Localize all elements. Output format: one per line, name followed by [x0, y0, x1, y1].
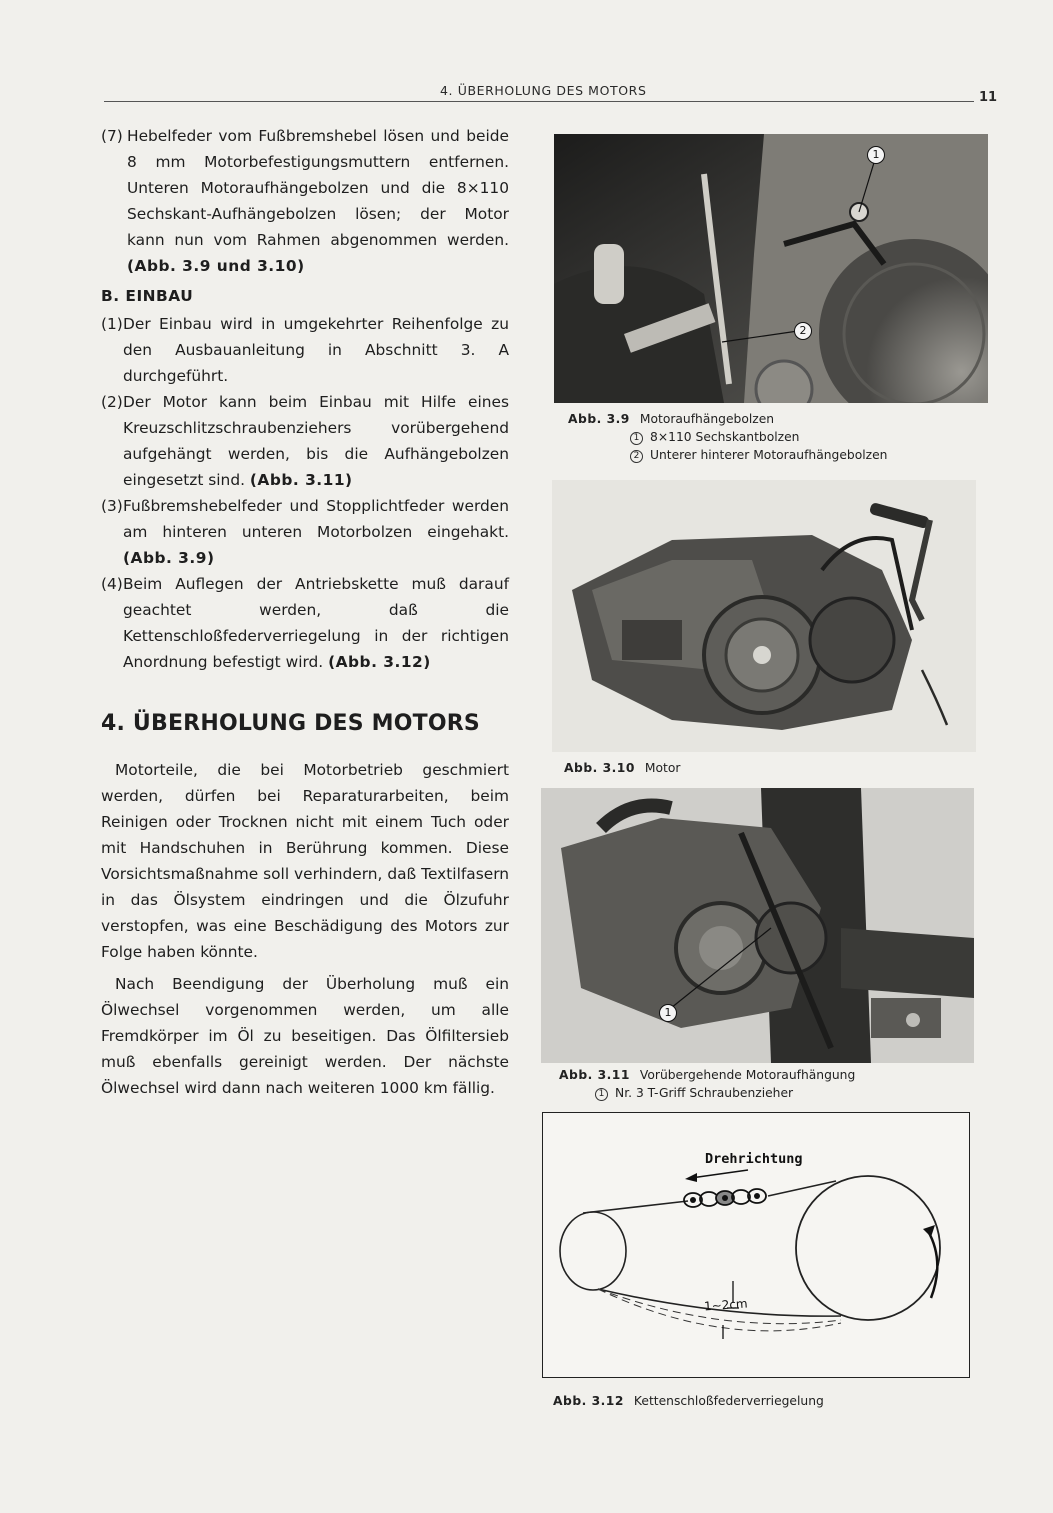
direction-arrow-icon: [691, 1170, 748, 1178]
figure-3-11-photo: [541, 788, 974, 1063]
caption-item-text: 8×110 Sechskantbolzen: [650, 430, 800, 444]
item-number: 1: [595, 1088, 608, 1101]
temporary-suspension-photo-illustration: [541, 788, 974, 1063]
install-step-4: [101, 571, 509, 675]
step-text: Der Einbau wird in umgekehrter Reihenfolge zu den Ausbauanleitung in Abschnitt 3. A durchgeführt.: [123, 315, 509, 385]
step-text: Der Motor kann beim Einbau mit Hilfe eines Kreuzschlitzschraubenziehers vorübergehend aufgehängt werden, bis die Aufhängebolzen eingesetzt sind.: [123, 393, 509, 489]
figure-3-9-caption: [568, 410, 988, 464]
caption-item: [568, 428, 988, 446]
step-number: (1): [101, 315, 123, 333]
small-sprocket: [560, 1212, 626, 1290]
install-step-2: [101, 389, 509, 493]
figure-reference: (Abb. 3.9): [123, 549, 215, 567]
engine-photo-illustration: [552, 480, 976, 752]
figure-label: Abb. 3.11: [559, 1068, 630, 1082]
figure-3-12-diagram: [542, 1112, 970, 1378]
figure-3-11-caption: [559, 1066, 979, 1102]
figure-reference: (Abb. 3.11): [249, 471, 353, 489]
figure-3-10-caption: [564, 759, 964, 777]
chain-link-icon: [684, 1189, 766, 1207]
figure-reference: (Abb. 3.12): [328, 653, 431, 671]
step-text: Beim Auflegen der Antriebskette muß darauf geachtet werden, daß die Kettenschloßfederverriegelung in der richtigen Anordnung befestigt wird.: [123, 575, 509, 671]
running-header: 4. ÜBERHOLUNG DES MOTORS: [440, 83, 647, 98]
figure-label: Abb. 3.9: [568, 412, 630, 426]
callout-2: 2: [794, 322, 812, 340]
header-rule: [104, 101, 974, 102]
step-text: Hebelfeder vom Fußbremshebel lösen und beide 8 mm Motorbefestigungsmuttern entfernen. Unteren Motoraufhängebolzen und die 8×110 Sechskant-Aufhängebolzen lösen; der Motor kann nun vom Rahmen abgenommen werden.: [127, 127, 509, 249]
figure-reference: (Abb. 3.9 und 3.10): [127, 257, 305, 275]
section-title: 4. ÜBERHOLUNG DES MOTORS: [101, 711, 480, 736]
text-column: [101, 123, 509, 1107]
direction-label: Drehrichtung: [705, 1151, 803, 1167]
step-number: (7): [101, 127, 123, 145]
slack-label: 1~2cm: [703, 1296, 749, 1314]
install-step-3: [101, 493, 509, 571]
figure-label: Abb. 3.10: [564, 761, 635, 775]
figure-caption-text: Motor: [644, 761, 681, 775]
rotation-arc-icon: [928, 1231, 937, 1298]
figure-3-9-photo: [554, 134, 988, 403]
einbau-heading: B. EINBAU: [101, 287, 194, 305]
caption-item: [568, 446, 988, 464]
install-step-1: [101, 311, 509, 389]
step-text: Fußbremshebelfeder und Stopplichtfeder werden am hinteren unteren Motorbolzen eingehakt.: [123, 497, 509, 541]
step-number: (4): [101, 575, 123, 593]
step-number: (3): [101, 497, 123, 515]
caption-item-text: Nr. 3 T-Griff Schraubenzieher: [615, 1086, 794, 1100]
callout-1: 1: [867, 146, 885, 164]
paragraph: Nach Beendigung der Überholung muß ein Ölwechsel vorgenommen werden, um alle Fremdkörper im Öl zu beseitigen. Das Ölfiltersieb muß ebenfalls gereinigt werden. Der nächste Ölwechsel wird dann nach weiteren 1000 km fällig.: [101, 975, 509, 1097]
item-number: 2: [630, 450, 643, 463]
figure-caption-text: Kettenschloßfederverriegelung: [633, 1394, 824, 1408]
callout-1: 1: [659, 1004, 677, 1022]
figure-3-10-photo: [552, 480, 976, 752]
removal-step-7: [101, 123, 509, 279]
page-number: 11: [979, 90, 998, 105]
caption-item: [559, 1084, 979, 1102]
caption-item-text: Unterer hinterer Motoraufhängebolzen: [650, 448, 888, 462]
figure-label: Abb. 3.12: [553, 1394, 624, 1408]
figure-caption-text: Motoraufhängebolzen: [639, 412, 775, 426]
item-number: 1: [630, 432, 643, 445]
large-sprocket: [796, 1176, 940, 1320]
figure-caption-text: Vorübergehende Motoraufhängung: [639, 1068, 856, 1082]
figure-3-12-caption: [553, 1392, 973, 1410]
step-number: (2): [101, 393, 123, 411]
paragraph: Motorteile, die bei Motorbetrieb geschmiert werden, dürfen bei Reparaturarbeiten, beim Reinigen oder Trocknen nicht mit einem Tuch oder mit Handschuhen in Berührung kommen. Diese Vorsichtsmaßnahme soll verhindern, daß Textilfasern in das Ölsystem eindringen und die Ölzufuhr verstopfen, was eine Beschädigung des Motors zur Folge haben könnte.: [101, 761, 509, 961]
engine-mount-photo-illustration: [554, 134, 988, 403]
